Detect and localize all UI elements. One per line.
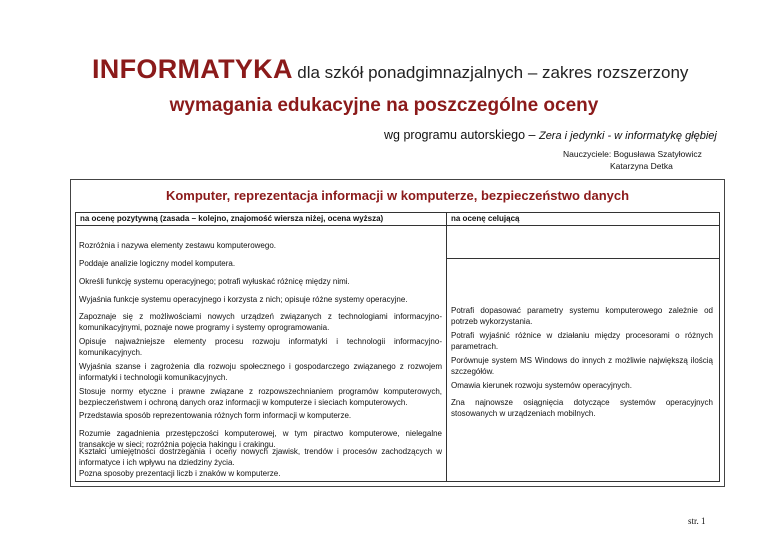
list-item: Porównuje system MS Windows do innych z możliwie największą ilością szczegółów. [451, 356, 713, 376]
list-item: Rozróżnia i nazywa elementy zestawu komputerowego. [79, 241, 276, 250]
list-item: Pozna sposoby prezentacji liczb i znaków w komputerze. [79, 469, 281, 478]
teacher-2: Katarzyna Detka [610, 161, 673, 171]
teacher-1: Bogusława Szatyłowicz [613, 149, 702, 159]
list-item: Wyjaśnia szanse i zagrożenia dla rozwoju społecznego i gospodarczego związanego z rozwojem informatyki i technologii komunikacyjnych. [79, 362, 442, 382]
list-item: Omawia kierunek rozwoju systemów operacyjnych. [451, 381, 632, 390]
column-header-excellent: na ocenę celującą [451, 214, 520, 223]
page-number: str. 1 [688, 516, 706, 526]
teachers-label: Nauczyciele: [563, 149, 612, 159]
title-main: INFORMATYKA [92, 54, 293, 84]
list-item: Potrafi wyjaśnić różnice w działaniu między procesorami o różnych parametrach. [451, 331, 713, 351]
list-item: Zapoznaje się z możliwościami nowych urządzeń związanych z technologiami informacyjno-komunikacyjnymi, poznaje nowe programy i systemy oprogramowania. [79, 312, 442, 332]
list-item: Poddaje analizie logiczny model komputera. [79, 259, 236, 268]
title-rest: dla szkół ponadgimnazjalnych – zakres rozszerzony [297, 63, 689, 82]
list-item: Określi funkcję systemu operacyjnego; potrafi wyłuskać różnicę między nimi. [79, 277, 350, 286]
program-prefix: wg programu autorskiego – [384, 128, 536, 142]
list-item: Potrafi dopasować parametry systemu komputerowego zależnie od potrzeb wykorzystania. [451, 306, 713, 326]
list-item: Zna najnowsze osiągnięcia dotyczące systemów operacyjnych stosowanych w urządzeniach mobilnych. [451, 398, 713, 418]
list-item: Opisuje najważniejsze elementy procesu rozwoju informatyki i technologii informacyjno-komunikacyjnych. [79, 337, 442, 357]
subtitle: wymagania edukacyjne na poszczególne oceny [169, 95, 599, 116]
list-item: Kształci umiejętności dostrzegania i oceny nowych zjawisk, trendów i procesów zachodzących w informatyce i ich wpływu na dziedziny życia. [79, 447, 442, 467]
list-item: Stosuje normy etyczne i prawne związane z rozpowszechnianiem programów komputerowych, bezpieczeństwem i ochroną danych oraz informacji w komputerze i sieciach komputerowych. [79, 387, 442, 407]
right-column-divider [446, 258, 720, 259]
document-title [92, 54, 688, 85]
teachers [563, 148, 702, 172]
list-item: Przedstawia sposób reprezentowania różnych form informacji w komputerze. [79, 411, 352, 420]
column-divider [446, 212, 447, 482]
program-name: Zera i jedynki - w informatykę głębiej [538, 130, 717, 142]
list-item: Wyjaśnia funkcje systemu operacyjnego i korzysta z nich; opisuje różne systemy operacyjne. [79, 295, 408, 304]
header-divider [75, 225, 720, 226]
list-item: Rozumie zagadnienia przestępczości komputerowej, w tym piractwo komputerowe, nielegalne transakcje w sieci; rozróżnia pojęcia hakingu i crakingu. [79, 429, 442, 449]
program-line [384, 128, 717, 142]
section-title: Komputer, reprezentacja informacji w komputerze, bezpieczeństwo danych [165, 188, 630, 203]
column-header-positive: na ocenę pozytywną (zasada – kolejno, znajomość wiersza niżej, ocena wyższa) [80, 214, 384, 223]
